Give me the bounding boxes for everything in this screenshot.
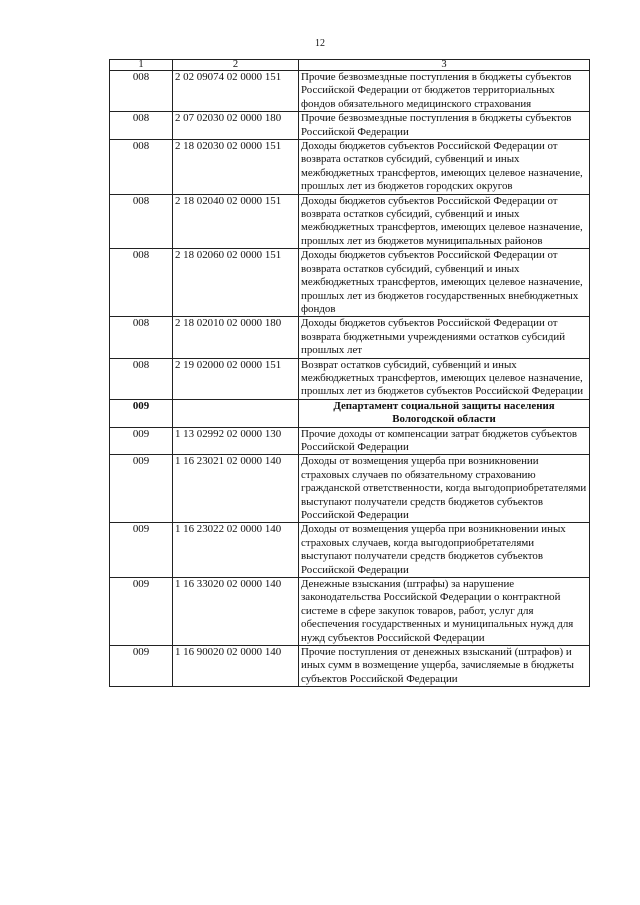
revenue-code-cell: 2 02 09074 02 0000 151	[173, 71, 299, 112]
table-row	[110, 578, 590, 646]
revenue-name-cell: Доходы бюджетов субъектов Российской Федерации от возврата остатков субсидий, субвенций и иных межбюджетных трансфертов, имеющих целевое назначение, прошлых лет из бюджетов муниципальных районов	[299, 194, 590, 249]
revenue-code-cell: 2 18 02030 02 0000 151	[173, 140, 299, 195]
admin-code-cell: 008	[110, 249, 173, 317]
revenue-name-cell: Денежные взыскания (штрафы) за нарушение законодательства Российской Федерации о контрактной системе в сфере закупок товаров, работ, услуг для обеспечения государственных и муниципальных нужд для нужд субъектов Российской Федерации	[299, 578, 590, 646]
revenue-name-cell: Прочие поступления от денежных взысканий (штрафов) и иных сумм в возмещение ущерба, зачисляемые в бюджеты субъектов Российской Федерации	[299, 646, 590, 687]
revenue-code-cell: 2 18 02060 02 0000 151	[173, 249, 299, 317]
revenue-name-cell: Доходы бюджетов субъектов Российской Федерации от возврата бюджетными учреждениями остатков субсидий прошлых лет	[299, 317, 590, 358]
admin-code-cell: 009	[110, 455, 173, 523]
revenue-name-cell: Прочие безвозмездные поступления в бюджеты субъектов Российской Федерации от бюджетов территориальных фондов обязательного медицинского страхования	[299, 71, 590, 112]
revenue-name-cell: Доходы от возмещения ущерба при возникновении страховых случаев по обязательному страхованию гражданской ответственности, когда выгодоприобретателями выступают получатели средств бюджетов субъектов Российской Федерации	[299, 455, 590, 523]
table-row	[110, 358, 590, 399]
revenue-name-cell: Прочие доходы от компенсации затрат бюджетов субъектов Российской Федерации	[299, 427, 590, 455]
revenue-code-cell: 2 18 02010 02 0000 180	[173, 317, 299, 358]
admin-code-cell: 009	[110, 399, 173, 427]
column-header-2: 2	[173, 60, 299, 71]
revenue-code-cell: 2 19 02000 02 0000 151	[173, 358, 299, 399]
admin-code-cell: 008	[110, 194, 173, 249]
revenue-code-cell: 1 13 02992 02 0000 130	[173, 427, 299, 455]
admin-code-cell: 008	[110, 358, 173, 399]
table-row	[110, 71, 590, 112]
table-row	[110, 249, 590, 317]
revenue-code-cell: 1 16 90020 02 0000 140	[173, 646, 299, 687]
revenue-code-cell: 1 16 33020 02 0000 140	[173, 578, 299, 646]
revenue-codes-table	[109, 59, 590, 687]
revenue-code-cell: 1 16 23022 02 0000 140	[173, 523, 299, 578]
table-row	[110, 427, 590, 455]
revenue-name-cell: Доходы от возмещения ущерба при возникновении иных страховых случаев, когда выгодоприобретателями выступают получатели средств бюджетов субъектов Российской Федерации	[299, 523, 590, 578]
admin-code-cell: 008	[110, 71, 173, 112]
revenue-name-cell: Доходы бюджетов субъектов Российской Федерации от возврата остатков субсидий, субвенций и иных межбюджетных трансфертов, имеющих целевое назначение, прошлых лет из бюджетов городских округов	[299, 140, 590, 195]
table-row	[110, 317, 590, 358]
admin-code-cell: 009	[110, 523, 173, 578]
column-header-3: 3	[299, 60, 590, 71]
table-row	[110, 194, 590, 249]
table-row	[110, 523, 590, 578]
revenue-name-cell: Департамент социальной защиты населения Вологодской области	[299, 399, 590, 427]
revenue-name-cell: Доходы бюджетов субъектов Российской Федерации от возврата остатков субсидий, субвенций и иных межбюджетных трансфертов, имеющих целевое назначение, прошлых лет из бюджетов государственных внебюджетных фондов	[299, 249, 590, 317]
admin-code-cell: 009	[110, 646, 173, 687]
revenue-code-cell: 2 07 02030 02 0000 180	[173, 112, 299, 140]
table-row	[110, 646, 590, 687]
column-number-header-row	[110, 60, 590, 71]
revenue-code-cell: 1 16 23021 02 0000 140	[173, 455, 299, 523]
table-body	[110, 71, 590, 687]
admin-code-cell: 009	[110, 427, 173, 455]
table-row	[110, 455, 590, 523]
table-row	[110, 140, 590, 195]
page-number: 12	[315, 38, 325, 49]
admin-code-cell: 008	[110, 140, 173, 195]
admin-code-cell: 008	[110, 317, 173, 358]
revenue-name-cell: Прочие безвозмездные поступления в бюджеты субъектов Российской Федерации	[299, 112, 590, 140]
column-header-1: 1	[110, 60, 173, 71]
revenue-code-cell: 2 18 02040 02 0000 151	[173, 194, 299, 249]
revenue-name-cell: Возврат остатков субсидий, субвенций и иных межбюджетных трансфертов, имеющих целевое назначение, прошлых лет из бюджетов субъектов Российской Федерации	[299, 358, 590, 399]
table-row	[110, 112, 590, 140]
revenue-code-cell	[173, 399, 299, 427]
section-header-row	[110, 399, 590, 427]
admin-code-cell: 008	[110, 112, 173, 140]
admin-code-cell: 009	[110, 578, 173, 646]
